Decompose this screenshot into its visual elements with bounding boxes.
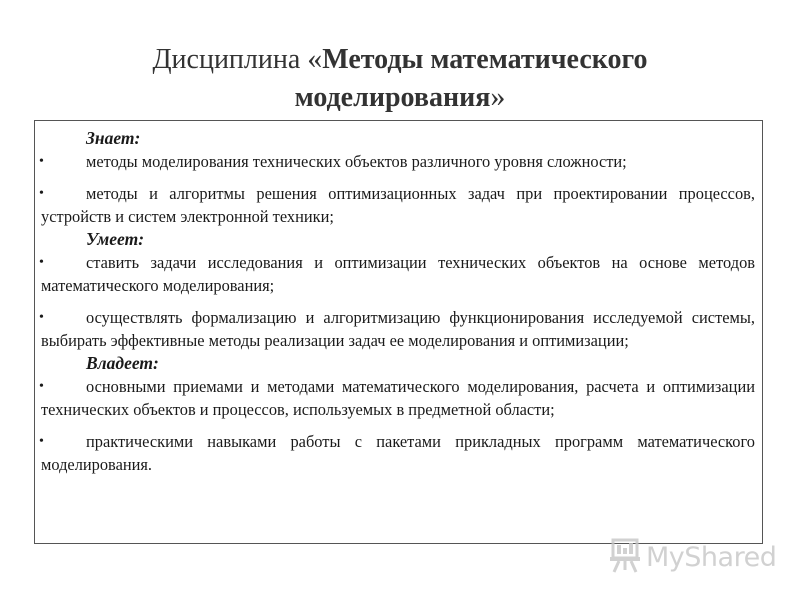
list-item xyxy=(41,430,755,476)
bullet-icon: • xyxy=(39,434,44,449)
title-prefix: Дисциплина xyxy=(152,44,308,75)
bullet-icon: • xyxy=(39,379,44,394)
section-heading-masters: Владеет: xyxy=(86,353,159,373)
watermark-text: MyShared xyxy=(646,541,777,573)
bullet-icon: • xyxy=(39,310,44,325)
section-heading-can: Умеет: xyxy=(86,229,145,249)
slide-title xyxy=(40,40,760,116)
list-item-text: методы и алгоритмы решения оптимизационных задач при проектировании процессов, устройств и систем электронной техники; xyxy=(41,184,755,226)
presentation-board-icon xyxy=(608,537,642,578)
list-item xyxy=(41,375,755,421)
bullet-icon: • xyxy=(39,255,44,270)
list-item-text: осуществлять формализацию и алгоритмизацию функционирования исследуемой системы, выбирать эффективные методы реализации задач ее моделирования и оптимизации; xyxy=(41,308,755,350)
list-item xyxy=(41,306,755,352)
title-open-quote: « xyxy=(307,42,323,75)
list-item xyxy=(41,251,755,297)
bullet-icon: • xyxy=(39,186,44,201)
title-name-line2: моделирования xyxy=(294,82,491,113)
list-item xyxy=(41,150,755,173)
list-item-text: ставить задачи исследования и оптимизации технических объектов на основе методов математического моделирования; xyxy=(41,253,755,295)
list-item-text: методы моделирования технических объектов различного уровня сложности; xyxy=(86,152,627,171)
watermark-logo xyxy=(608,537,776,577)
list-item-text: основными приемами и методами математического моделирования, расчета и оптимизации технических объектов и процессов, используемых в предметной области; xyxy=(41,377,755,419)
section-heading-knows: Знает: xyxy=(86,128,141,148)
title-name-line1: Методы математического xyxy=(322,44,648,75)
competencies-box xyxy=(34,120,763,544)
list-item xyxy=(41,182,755,228)
bullet-icon: • xyxy=(39,154,44,169)
title-close-quote: » xyxy=(490,80,506,113)
list-item-text: практическими навыками работы с пакетами прикладных программ математического моделирования. xyxy=(41,432,755,474)
